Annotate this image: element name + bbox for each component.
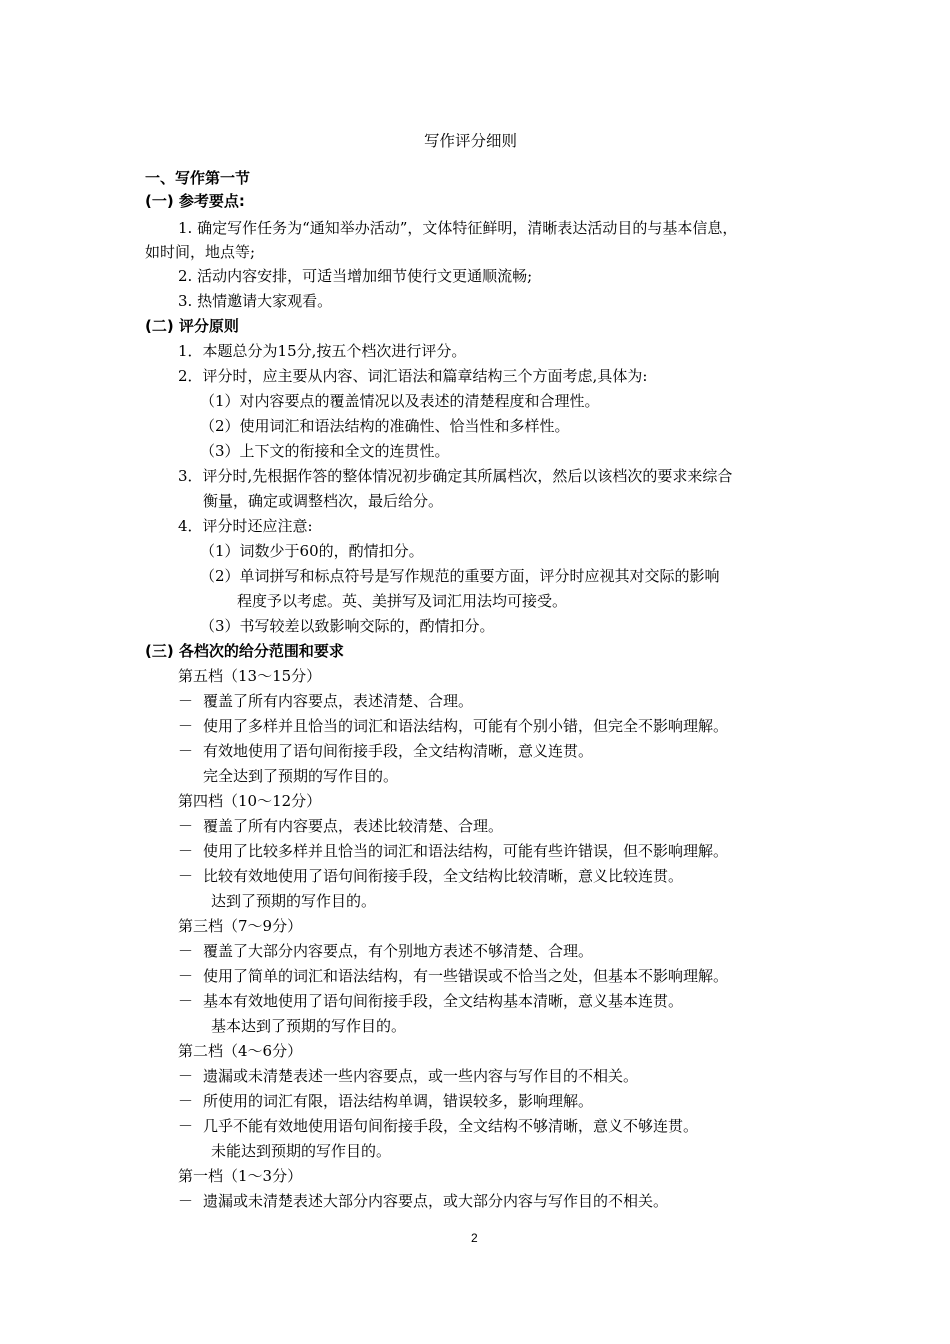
subsection-heading-grade-requirements: (三) 各档次的给分范围和要求 [145,642,344,660]
grade-point [178,816,503,836]
principle-line: （3）上下文的衔接和全文的连贯性。 [200,442,450,460]
principle-line: （3）书写较差以致影响交际的，酌情扣分。 [200,617,495,635]
grade-point-text: 覆盖了所有内容要点，表述比较清楚、合理。 [203,817,504,835]
grade-summary: 完全达到了预期的写作目的。 [203,767,399,785]
grade-point-text: 覆盖了大部分内容要点，有个别地方表述不够清楚、合理。 [203,942,594,960]
reference-point-line: 如时间，地点等; [145,243,256,261]
grade-point-text: 有效地使用了语句间衔接手段，全文结构清晰，意义连贯。 [203,742,594,760]
subsection-heading-scoring-principles: (二) 评分原则 [145,317,239,335]
grade-summary: 基本达到了预期的写作目的。 [211,1017,407,1035]
grade-point [178,1116,698,1136]
principle-line: 程度予以考虑。英、美拼写及词汇用法均可接受。 [237,592,568,610]
grade-point [178,691,473,711]
section-heading: 一、写作第一节 [145,169,251,187]
dash-bullet: － [178,842,194,860]
dash-bullet: － [178,992,194,1010]
grade-summary: 达到了预期的写作目的。 [211,892,377,910]
grade-label: 第一档（1～3分） [178,1167,303,1185]
reference-point-line: 3. 热情邀请大家观看。 [178,292,333,310]
principle-line: 1．本题总分为15分,按五个档次进行评分。 [178,342,467,360]
page-number: 2 [471,1231,478,1245]
principle-line: 3．评分时,先根据作答的整体情况初步确定其所属档次，然后以该档次的要求来综合 [178,467,733,485]
principle-line: 衡量，确定或调整档次，最后给分。 [203,492,444,510]
principle-line: （2）单词拼写和标点符号是写作规范的重要方面，评分时应视其对交际的影响 [200,567,720,585]
grade-point [178,991,683,1011]
dash-bullet: － [178,692,194,710]
grade-label: 第四档（10～12分） [178,792,322,810]
grade-point [178,1066,638,1086]
principle-line: （1）对内容要点的覆盖情况以及表述的清楚程度和合理性。 [200,392,600,410]
grade-point [178,941,593,961]
grade-point-text: 基本有效地使用了语句间衔接手段，全文结构基本清晰，意义基本连贯。 [203,992,684,1010]
reference-point-line: 2. 活动内容安排，可适当增加细节使行文更通顺流畅; [178,267,533,285]
grade-point-text: 几乎不能有效地使用语句间衔接手段，全文结构不够清晰，意义不够连贯。 [203,1117,699,1135]
grade-point [178,966,728,986]
grade-point [178,1191,668,1211]
grade-point [178,741,593,761]
grade-point-text: 使用了多样并且恰当的词汇和语法结构，可能有个别小错，但完全不影响理解。 [203,717,729,735]
grade-label: 第五档（13～15分） [178,667,322,685]
principle-line: （1）词数少于60的，酌情扣分。 [200,542,424,560]
dash-bullet: － [178,867,194,885]
page-title: 写作评分细则 [424,132,518,150]
dash-bullet: － [178,717,194,735]
dash-bullet: － [178,942,194,960]
dash-bullet: － [178,817,194,835]
grade-point-text: 使用了比较多样并且恰当的词汇和语法结构，可能有些许错误，但不影响理解。 [203,842,729,860]
subsection-heading-reference-points: (一) 参考要点: [145,192,245,210]
dash-bullet: － [178,1117,194,1135]
grade-label: 第二档（4～6分） [178,1042,303,1060]
dash-bullet: － [178,967,194,985]
principle-line: 4．评分时还应注意: [178,517,313,535]
dash-bullet: － [178,742,194,760]
dash-bullet: － [178,1192,194,1210]
principle-line: 2．评分时，应主要从内容、词汇语法和篇章结构三个方面考虑,具体为: [178,367,648,385]
reference-point-line: 1. 确定写作任务为“通知举办活动”，文体特征鲜明，清晰表达活动目的与基本信息， [178,219,738,237]
grade-point-text: 遗漏或未清楚表述一些内容要点，或一些内容与写作目的不相关。 [203,1067,639,1085]
grade-point-text: 比较有效地使用了语句间衔接手段，全文结构比较清晰，意义比较连贯。 [203,867,684,885]
grade-point-text: 所使用的词汇有限，语法结构单调，错误较多，影响理解。 [203,1092,594,1110]
grade-point [178,1091,593,1111]
grade-summary: 未能达到预期的写作目的。 [211,1142,392,1160]
grade-point-text: 使用了简单的词汇和语法结构，有一些错误或不恰当之处，但基本不影响理解。 [203,967,729,985]
grade-label: 第三档（7～9分） [178,917,303,935]
grade-point-text: 遗漏或未清楚表述大部分内容要点，或大部分内容与写作目的不相关。 [203,1192,669,1210]
grade-point-text: 覆盖了所有内容要点，表述清楚、合理。 [203,692,474,710]
grade-point [178,716,728,736]
dash-bullet: － [178,1067,194,1085]
grade-point [178,841,728,861]
grade-point [178,866,683,886]
principle-line: （2）使用词汇和语法结构的准确性、恰当性和多样性。 [200,417,570,435]
dash-bullet: － [178,1092,194,1110]
